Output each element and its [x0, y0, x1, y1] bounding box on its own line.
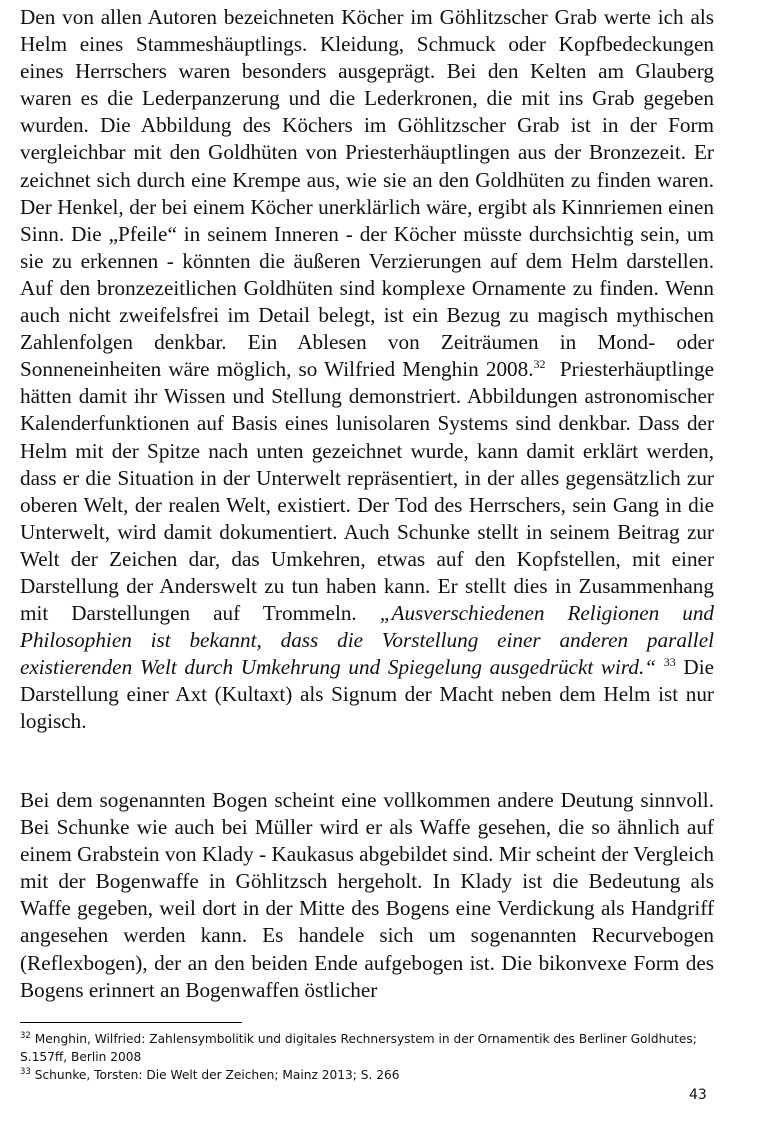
footnote-ref-33[interactable]: 33	[663, 655, 676, 670]
footnote-text: Menghin, Wilfried: Zahlensymbolitik und digitales Rechnersystem in der Ornamentik des Berliner Goldhutes; S.157ff, Berlin 2008	[20, 1032, 697, 1064]
page-number: 43	[689, 1087, 707, 1103]
paragraph-text: Den von allen Autoren bezeichneten Köcher im Göhlitzscher Grab werte ich als Helm eines Stammeshäuptlings. Kleidung, Schmuck oder Kopfbedeckungen eines Herrschers waren besonders ausgeprägt. Bei den Kelten am Glauberg waren es die Lederpanzerung und die Lederkronen, die mit ins Grab gegeben wurden. Die Abbildung des Köchers im Göhlitzscher Grab ist in der Form vergleichbar mit den Goldhüten von Priesterhäuptlingen aus der Bronzezeit. Er zeichnet sich durch eine Krempe aus, wie sie an den Goldhüten zu finden waren. Der Henkel, der bei einem Köcher unerklärlich wäre, ergibt als Kinnriemen einen Sinn. Die „Pfeile“ in seinem Inneren - der Köcher müsste durchsichtig sein, um sie zu erkennen - könnten die äußeren Verzierungen auf dem Helm darstellen. Auf den bronzezeitlichen Goldhüten sind komplexe Ornamente zu finden. Wenn auch nicht zweifelsfrei im Detail belegt, ist ein Bezug zu magisch mythischen Zahlenfolgen denkbar. Ein Ablesen von Zeiträumen in Mond- oder Sonneneinheiten wäre möglich, so Wilfried Menghin 2008.	[20, 5, 714, 382]
footnote-separator	[20, 1022, 242, 1023]
footnote-number: 33	[20, 1066, 31, 1077]
footnote-33	[20, 1066, 720, 1084]
body-paragraph-1	[20, 4, 714, 736]
body-paragraph-2	[20, 787, 714, 1004]
footnote-text: Schunke, Torsten: Die Welt der Zeichen; Mainz 2013; S. 266	[34, 1068, 400, 1082]
paragraph-text: Bei dem sogenannten Bogen scheint eine vollkommen andere Deutung sinnvoll. Bei Schunke wie auch bei Müller wird er als Waffe gesehen, die so ähnlich auf einem Grabstein von Klady - Kaukasus abgebildet sind. Mir scheint der Vergleich mit der Bogenwaffe in Göhlitzsch hergeholt. In Klady ist die Bedeutung als Waffe gegeben, weil dort in der Mitte des Bogens eine Verdickung als Handgriff angesehen werden kann. Es handele sich um sogenannten Recurvebogen (Reflexbogen), der an den beiden Ende aufgebogen ist. Die bikonvexe Form des Bogens erinnert an Bogenwaffen östlicher	[20, 788, 714, 1002]
paragraph-text: Die Darstellung einer Axt (Kultaxt) als Signum der Macht neben dem Helm ist nur logisch.	[20, 655, 714, 734]
footnote-number: 32	[20, 1030, 31, 1041]
footnote-ref-32[interactable]: 32	[533, 357, 546, 372]
paragraph-text: Priesterhäuptlinge hätten damit ihr Wissen und Stellung demonstriert. Abbildungen astronomischer Kalenderfunktionen auf Basis eines lunisolaren Systems sind denkbar. Dass der Helm mit der Spitze nach unten gezeichnet wurde, kann damit erklärt werden, dass er die Situation in der Unterwelt repräsentiert, in der alles gegensätzlich zur oberen Welt, der realen Welt, existiert. Der Tod des Herrschers, sein Gang in die Unterwelt, wird damit dokumentiert. Auch Schunke stellt in seinem Beitrag zur Welt der Zeichen dar, das Umkehren, etwas auf den Kopfstellen, mit einer Darstellung der Anderswelt zu tun haben kann. Er stellt dies in Zusammenhang mit Darstellungen auf Trommeln.	[20, 357, 715, 626]
footnote-32	[20, 1030, 720, 1066]
italic-quote: „Ausverschiedenen Religionen und Philosophien ist bekannt, dass die Vorstellung einer anderen parallel existierenden Welt durch Umkehrung und Spiegelung ausgedrückt wird.“	[20, 601, 715, 680]
